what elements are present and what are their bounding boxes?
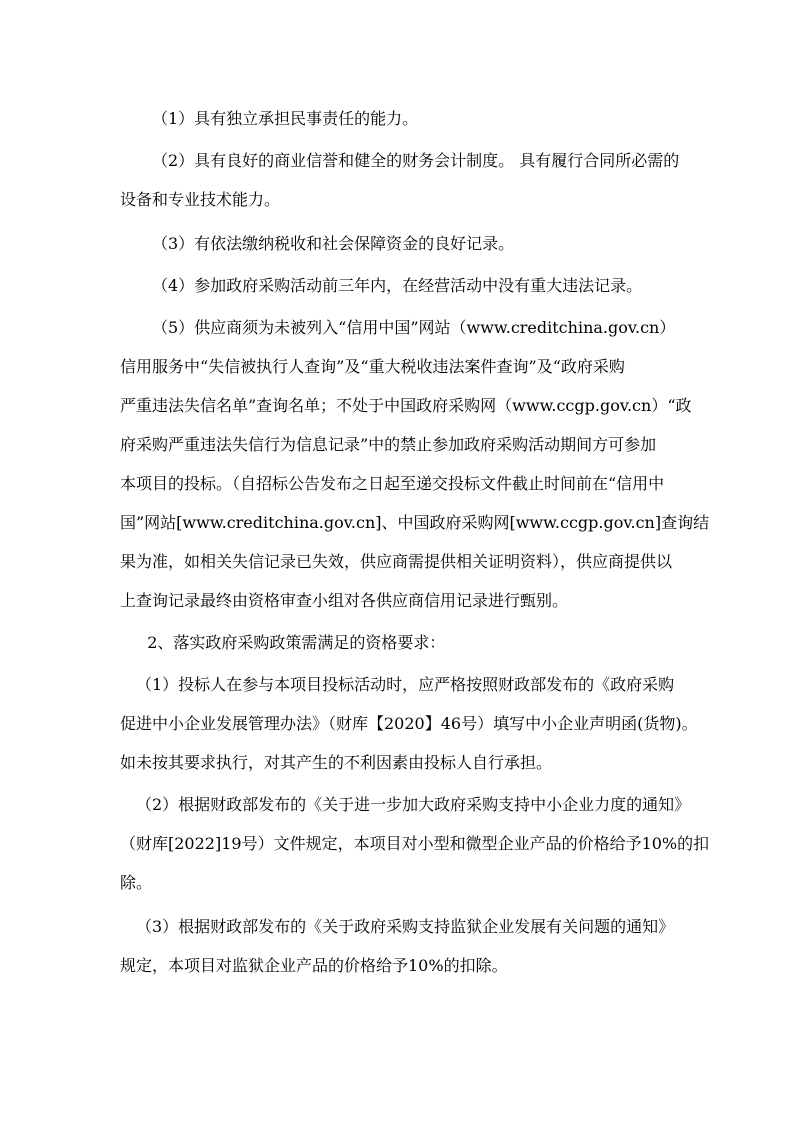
text-line: （2）具有良好的商业信誉和健全的财务会计制度。 具有履行合同所必需的 <box>152 151 680 170</box>
text-line: 规定，本项目对监狱企业产品的价格给予10%的扣除。 <box>120 956 508 975</box>
text-line: 信用服务中“失信被执行人查询”及“重大税收违法案件查询”及“政府采购 <box>120 357 625 376</box>
paragraph-6 <box>120 665 680 704</box>
paragraph-3 <box>120 224 680 263</box>
section-heading-2 <box>120 623 680 662</box>
paragraph-5-cont <box>120 347 710 620</box>
text-line: 国”网站[www.creditchina.gov.cn]、中国政府采购网[www.ccgp.gov.cn]查询结 <box>120 513 710 532</box>
text-line: 除。 <box>120 873 153 892</box>
paragraph-7-cont <box>120 824 710 902</box>
paragraph-2 <box>120 141 680 180</box>
text-line: 如未按其要求执行，对其产生的不利因素由投标人自行承担。 <box>120 753 553 772</box>
paragraph-7 <box>120 785 691 824</box>
text-line: 上查询记录最终由资格审查小组对各供应商信用记录进行甄别。 <box>120 591 569 610</box>
text-line: （1）投标人在参与本项目投标活动时，应严格按照财政部发布的《政府采购 <box>136 675 675 694</box>
text-line: 果为准，如相关失信记录已失效，供应商需提供相关证明资料），供应商提供以 <box>120 552 673 571</box>
text-line: 本项目的投标。（自招标公告发布之日起至递交投标文件截止时间前在“信用中 <box>120 474 665 493</box>
text-line: 2、落实政府采购政策需满足的资格要求： <box>147 633 446 652</box>
text-line: 严重违法失信名单”查询名单；不处于中国政府采购网（www.ccgp.gov.cn）“政 <box>120 396 692 415</box>
paragraph-5 <box>120 308 680 347</box>
paragraph-2-cont <box>120 180 680 219</box>
text-line: （4）参加政府采购活动前三年内，在经营活动中没有重大违法记录。 <box>152 276 643 295</box>
text-line: （财库[2022]19号）文件规定，本项目对小型和微型企业产品的价格给予10%的扣 <box>120 834 710 853</box>
paragraph-8 <box>120 907 680 946</box>
text-line: （5）供应商须为未被列入“信用中国”网站（www.creditchina.gov.cn） <box>152 318 676 337</box>
paragraph-8-cont <box>120 946 680 985</box>
document-body <box>120 0 710 985</box>
text-line: （3）根据财政部发布的《关于政府采购支持监狱企业发展有关问题的通知》 <box>136 917 675 936</box>
text-line: （3）有依法缴纳税收和社会保障资金的良好记录。 <box>152 234 515 253</box>
text-line: （2）根据财政部发布的《关于进一步加大政府采购支持中小企业力度的通知》 <box>136 795 691 814</box>
paragraph-4 <box>120 266 680 305</box>
text-line: 促进中小企业发展管理办法》（财库【2020】46号）填写中小企业声明函(货物)。 <box>120 714 698 733</box>
text-line: 设备和专业技术能力。 <box>120 190 281 209</box>
paragraph-1 <box>120 99 680 138</box>
text-line: 府采购严重违法失信行为信息记录”中的禁止参加政府采购活动期间方可参加 <box>120 435 657 454</box>
paragraph-6-cont <box>120 704 698 782</box>
text-line: （1）具有独立承担民事责任的能力。 <box>152 109 419 128</box>
